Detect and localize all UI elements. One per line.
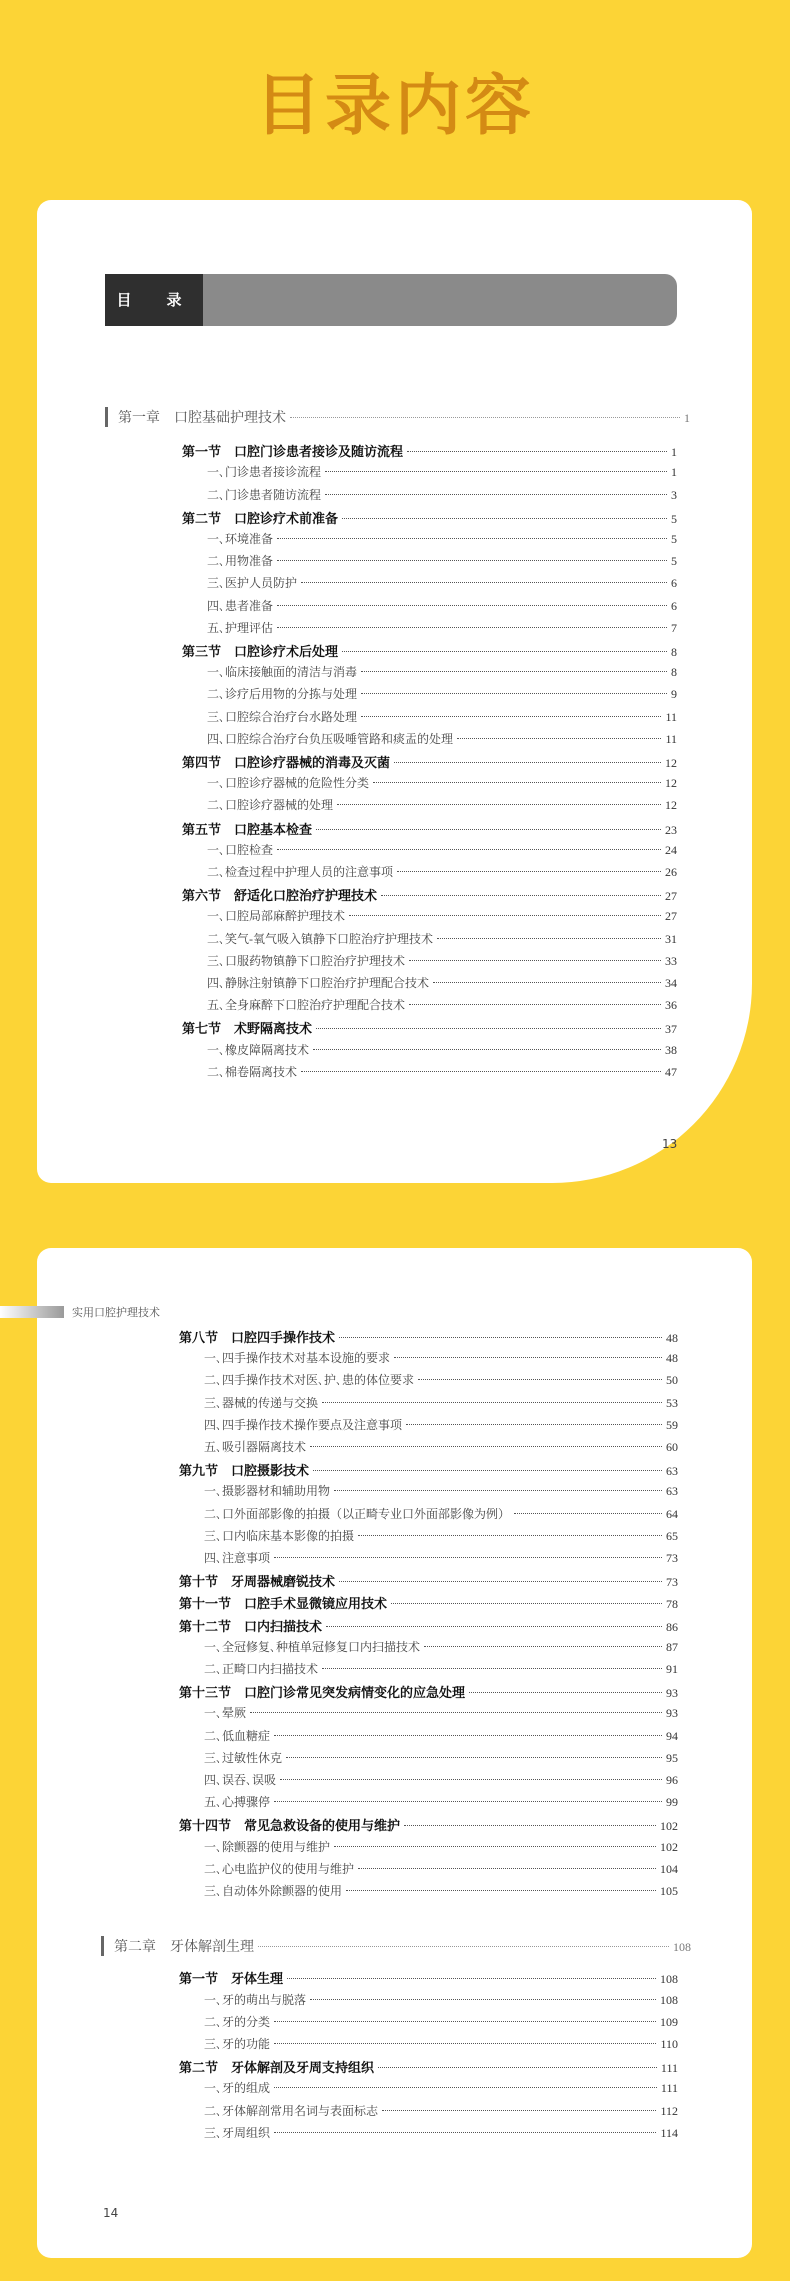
toc-entry-page: 48 bbox=[666, 1351, 678, 1366]
dot-leader bbox=[277, 538, 667, 539]
dot-leader bbox=[286, 1757, 662, 1758]
toc-entry-title: 一､环境准备 bbox=[207, 532, 274, 546]
toc-label: 目 录 bbox=[105, 274, 203, 326]
dot-leader bbox=[310, 1446, 662, 1447]
toc-entry-title: 第一节 口腔门诊患者接诊及随访流程 bbox=[182, 445, 404, 461]
toc-entry-title: 三､自动体外除颤器的使用 bbox=[204, 1884, 343, 1898]
dot-leader bbox=[280, 1779, 662, 1780]
dot-leader bbox=[301, 1071, 661, 1072]
toc-entry-page: 111 bbox=[660, 2061, 678, 2076]
toc-entry-title: 第七节 术野隔离技术 bbox=[182, 1022, 313, 1038]
toc-entry-title: 四､患者准备 bbox=[207, 598, 274, 613]
toc-section-row bbox=[179, 1682, 678, 1702]
dot-leader bbox=[274, 2087, 657, 2088]
dot-leader bbox=[301, 582, 667, 583]
toc-entry-page: 111 bbox=[660, 2081, 678, 2096]
toc-entry-page: 26 bbox=[665, 865, 677, 879]
toc-item-row bbox=[207, 952, 677, 972]
toc-entry-page: 108 bbox=[673, 1940, 691, 1955]
toc-item-row bbox=[207, 574, 677, 594]
toc-entry-page: 94 bbox=[666, 1728, 678, 1743]
toc-entry-page: 34 bbox=[665, 976, 677, 990]
toc-entry-page: 8 bbox=[671, 645, 677, 659]
toc-section-row bbox=[179, 1460, 678, 1480]
dot-leader bbox=[514, 1513, 662, 1514]
toc-entry-page: 33 bbox=[665, 953, 677, 968]
toc-section-row bbox=[179, 1616, 678, 1636]
toc-item-row bbox=[204, 1549, 678, 1569]
toc-entry-title: 三､口服药物镇静下口腔治疗护理技术 bbox=[207, 953, 406, 968]
toc-entry-page: 114 bbox=[660, 2125, 678, 2140]
toc-entry-page: 59 bbox=[666, 1417, 678, 1432]
toc-item-row bbox=[204, 1991, 678, 2011]
toc-entry-title: 第八节 口腔四手操作技术 bbox=[179, 1331, 336, 1346]
dot-leader bbox=[274, 2132, 656, 2133]
toc-item-row bbox=[207, 530, 677, 550]
toc-entry-page: 9 bbox=[671, 687, 677, 702]
dot-leader bbox=[382, 2110, 656, 2111]
toc-entry-page: 1 bbox=[671, 445, 677, 460]
toc-item-row bbox=[204, 1527, 678, 1547]
toc-entry-page: 63 bbox=[666, 1464, 678, 1479]
toc-entry-page: 23 bbox=[665, 822, 677, 837]
dot-leader bbox=[361, 671, 667, 672]
toc-entry-page: 5 bbox=[671, 532, 677, 546]
toc-entry-title: 五､全身麻醉下口腔治疗护理配合技术 bbox=[207, 998, 406, 1013]
toc-item-row bbox=[204, 2035, 678, 2055]
toc-item-row bbox=[204, 1394, 678, 1414]
toc-entry-page: 48 bbox=[666, 1331, 678, 1345]
toc-section-row bbox=[182, 508, 677, 528]
dot-leader bbox=[325, 494, 667, 495]
toc-item-row bbox=[207, 796, 677, 816]
toc-entry-page: 31 bbox=[665, 931, 677, 946]
toc-entry-title: 三､医护人员防护 bbox=[207, 576, 298, 591]
dot-leader bbox=[394, 762, 661, 763]
dot-leader bbox=[250, 1712, 662, 1713]
dot-leader bbox=[397, 871, 661, 872]
toc-entry-title: 二､口外面部影像的拍摄（以正畸专业口外面部影像为例） bbox=[204, 1506, 511, 1521]
toc-item-row bbox=[204, 1882, 678, 1902]
toc-entry-title: 一､口腔诊疗器械的危险性分类 bbox=[207, 776, 370, 791]
banner-title: 目录内容 bbox=[255, 67, 535, 144]
toc-entry-title: 第十节 牙周器械磨锐技术 bbox=[179, 1575, 336, 1591]
dot-leader bbox=[342, 518, 667, 519]
toc-entry-page: 109 bbox=[660, 2014, 678, 2029]
toc-item-row bbox=[204, 1349, 678, 1369]
toc-entry-title: 二､用物准备 bbox=[207, 554, 274, 569]
dot-leader bbox=[316, 1028, 661, 1029]
toc-entry-page: 95 bbox=[666, 1750, 678, 1765]
toc-entry-page: 93 bbox=[666, 1686, 678, 1701]
toc-entry-page: 3 bbox=[671, 487, 677, 502]
toc-entry-page: 105 bbox=[660, 1884, 678, 1898]
toc-section-row bbox=[179, 1571, 678, 1591]
toc-item-row bbox=[204, 2013, 678, 2033]
toc-entry-title: 二､正畸口内扫描技术 bbox=[204, 1662, 319, 1676]
toc-item-row bbox=[204, 1749, 678, 1769]
toc-entry-title: 三､牙的功能 bbox=[204, 2037, 271, 2051]
toc-entry-title: 二､牙体解剖常用名词与表面标志 bbox=[204, 2103, 379, 2118]
book-page-14 bbox=[37, 1248, 752, 2258]
dot-leader bbox=[418, 1379, 662, 1380]
toc-entry-title: 一､临床接触面的清洁与消毒 bbox=[207, 665, 358, 680]
dot-leader bbox=[406, 1424, 662, 1425]
toc-entry-page: 47 bbox=[665, 1064, 677, 1079]
toc-section-row bbox=[182, 752, 677, 772]
dot-leader bbox=[407, 451, 667, 452]
toc-entry-page: 11 bbox=[665, 709, 677, 724]
dot-leader bbox=[339, 1337, 662, 1338]
toc-item-row bbox=[207, 486, 677, 506]
toc-entry-page: 5 bbox=[671, 511, 677, 526]
toc-entry-page: 108 bbox=[660, 1972, 678, 1987]
toc-item-row bbox=[207, 974, 677, 994]
toc-entry-title: 第三节 口腔诊疗术后处理 bbox=[182, 645, 339, 660]
toc-item-row bbox=[204, 2124, 678, 2144]
dot-leader bbox=[258, 1946, 669, 1947]
toc-chapter-row bbox=[101, 1936, 691, 1956]
toc-entry-title: 四､静脉注射镇静下口腔治疗护理配合技术 bbox=[207, 976, 430, 990]
toc-entry-title: 第九节 口腔摄影技术 bbox=[179, 1464, 310, 1480]
toc-item-row bbox=[204, 1727, 678, 1747]
toc-item-row bbox=[204, 1505, 678, 1525]
toc-entry-title: 一､牙的萌出与脱落 bbox=[204, 1992, 307, 2007]
dot-leader bbox=[313, 1049, 661, 1050]
toc-item-row bbox=[207, 930, 677, 950]
toc-entry-title: 四､四手操作技术操作要点及注意事项 bbox=[204, 1417, 403, 1432]
toc-entry-title: 五､护理评估 bbox=[207, 620, 274, 635]
dot-leader bbox=[358, 1868, 656, 1869]
dot-leader bbox=[313, 1470, 662, 1471]
dot-leader bbox=[277, 849, 661, 850]
toc-item-row bbox=[207, 841, 677, 861]
toc-entry-title: 二､低血糖症 bbox=[204, 1728, 271, 1743]
toc-item-row bbox=[204, 2079, 678, 2099]
toc-item-row bbox=[207, 708, 677, 728]
dot-leader bbox=[287, 1978, 656, 1979]
toc-entry-title: 一､口腔局部麻醉护理技术 bbox=[207, 909, 346, 924]
dot-leader bbox=[339, 1581, 662, 1582]
toc-entry-title: 二､心电监护仪的使用与维护 bbox=[204, 1861, 355, 1876]
toc-entry-page: 11 bbox=[665, 731, 677, 746]
dot-leader bbox=[274, 2021, 656, 2022]
dot-leader bbox=[337, 804, 661, 805]
toc-entry-page: 6 bbox=[671, 576, 677, 591]
toc-item-row bbox=[204, 1638, 678, 1658]
toc-entry-title: 第一章 口腔基础护理技术 bbox=[118, 410, 286, 426]
dot-leader bbox=[342, 651, 667, 652]
toc-header-bar bbox=[105, 274, 677, 326]
toc-entry-title: 三､口内临床基本影像的拍摄 bbox=[204, 1528, 355, 1543]
toc-item-row bbox=[207, 907, 677, 927]
toc-entry-page: 91 bbox=[666, 1662, 678, 1676]
toc-entry-page: 65 bbox=[666, 1528, 678, 1543]
toc-section-row bbox=[179, 1815, 678, 1835]
dot-leader bbox=[433, 982, 661, 983]
toc-entry-title: 二､门诊患者随访流程 bbox=[207, 487, 322, 502]
toc-entry-title: 第二节 口腔诊疗术前准备 bbox=[182, 511, 339, 527]
dot-leader bbox=[277, 560, 667, 561]
toc-item-row bbox=[204, 1416, 678, 1436]
toc-item-row bbox=[204, 1838, 678, 1858]
dot-leader bbox=[394, 1357, 662, 1358]
toc-entry-page: 60 bbox=[666, 1440, 678, 1454]
toc-section-row bbox=[179, 2057, 678, 2077]
toc-entry-title: 一､四手操作技术对基本设施的要求 bbox=[204, 1351, 391, 1366]
running-head-bar bbox=[0, 1306, 64, 1318]
dot-leader bbox=[326, 1626, 662, 1627]
dot-leader bbox=[373, 782, 661, 783]
toc-entry-title: 三､牙周组织 bbox=[204, 2125, 271, 2140]
dot-leader bbox=[349, 915, 661, 916]
dot-leader bbox=[310, 1999, 656, 2000]
page-number: 14 bbox=[103, 2206, 119, 2220]
toc-entry-page: 102 bbox=[660, 1839, 678, 1854]
toc-item-row bbox=[207, 774, 677, 794]
toc-entry-page: 93 bbox=[666, 1706, 678, 1721]
dot-leader bbox=[409, 1004, 661, 1005]
toc-item-row bbox=[204, 2102, 678, 2122]
toc-entry-title: 五､心搏骤停 bbox=[204, 1795, 271, 1810]
toc-entry-title: 二､检查过程中护理人员的注意事项 bbox=[207, 865, 394, 879]
toc-item-row bbox=[207, 663, 677, 683]
toc-item-row bbox=[204, 1371, 678, 1391]
toc-section-row bbox=[182, 1018, 677, 1038]
dot-leader bbox=[381, 895, 661, 896]
toc-entry-page: 12 bbox=[665, 756, 677, 770]
toc-entry-title: 第十四节 常见急救设备的使用与维护 bbox=[179, 1819, 401, 1835]
toc-item-row bbox=[204, 1660, 678, 1680]
toc-section-row bbox=[179, 1593, 678, 1613]
toc-entry-title: 二､牙的分类 bbox=[204, 2014, 271, 2029]
toc-entry-page: 27 bbox=[665, 889, 677, 904]
toc-entry-page: 73 bbox=[666, 1575, 678, 1590]
toc-entry-title: 三､口腔综合治疗台水路处理 bbox=[207, 709, 358, 724]
toc-item-row bbox=[207, 1041, 677, 1061]
toc-entry-page: 102 bbox=[660, 1819, 678, 1834]
toc-entry-page: 8 bbox=[671, 665, 677, 680]
toc-entry-page: 63 bbox=[666, 1484, 678, 1499]
toc-entry-title: 二､四手操作技术对医､护､患的体位要求 bbox=[204, 1373, 415, 1388]
toc-entry-page: 73 bbox=[666, 1551, 678, 1565]
dot-leader bbox=[274, 2043, 656, 2044]
toc-entry-page: 64 bbox=[666, 1506, 678, 1521]
toc-entry-title: 四､误吞､误吸 bbox=[204, 1773, 277, 1787]
toc-entry-title: 二､诊疗后用物的分拣与处理 bbox=[207, 687, 358, 702]
book-page-13 bbox=[37, 200, 752, 1183]
toc-entry-title: 第十三节 口腔门诊常见突发病情变化的应急处理 bbox=[179, 1686, 466, 1702]
toc-entry-page: 7 bbox=[671, 620, 677, 635]
toc-entry-title: 第五节 口腔基本检查 bbox=[182, 822, 313, 838]
dot-leader bbox=[457, 738, 661, 739]
dot-leader bbox=[274, 1801, 662, 1802]
dot-leader bbox=[325, 471, 667, 472]
toc-section-row bbox=[182, 441, 677, 461]
toc-item-row bbox=[207, 863, 677, 883]
toc-entry-page: 12 bbox=[665, 776, 677, 791]
toc-item-row bbox=[204, 1860, 678, 1880]
toc-item-row bbox=[204, 1438, 678, 1458]
dot-leader bbox=[358, 1535, 662, 1536]
page-number: 13 bbox=[662, 1137, 678, 1151]
toc-entry-page: 110 bbox=[660, 2037, 678, 2051]
toc-entry-page: 112 bbox=[660, 2103, 678, 2118]
dot-leader bbox=[334, 1490, 662, 1491]
toc-item-row bbox=[207, 996, 677, 1016]
dot-leader bbox=[334, 1846, 656, 1847]
toc-entry-title: 三､过敏性休克 bbox=[204, 1750, 283, 1765]
dot-leader bbox=[346, 1890, 656, 1891]
dot-leader bbox=[277, 627, 667, 628]
toc-entry-page: 1 bbox=[671, 465, 677, 480]
toc-section-row bbox=[179, 1327, 678, 1347]
toc-entry-title: 第一节 牙体生理 bbox=[179, 1972, 284, 1988]
toc-entry-page: 24 bbox=[665, 842, 677, 857]
toc-entry-title: 二､笑气-氧气吸入镇静下口腔治疗护理技术 bbox=[207, 931, 433, 946]
dot-leader bbox=[378, 2067, 657, 2068]
toc-entry-title: 二､棉卷隔离技术 bbox=[207, 1064, 298, 1079]
toc-entry-page: 36 bbox=[665, 998, 677, 1013]
toc-entry-title: 四､注意事项 bbox=[204, 1551, 271, 1565]
toc-entry-title: 一､橡皮障隔离技术 bbox=[207, 1042, 310, 1057]
running-head-text: 实用口腔护理技术 bbox=[72, 1306, 160, 1319]
toc-entry-title: 一､牙的组成 bbox=[204, 2081, 271, 2096]
dot-leader bbox=[290, 417, 680, 418]
toc-chapter-row bbox=[105, 407, 690, 427]
toc-entry-title: 一､全冠修复､种植单冠修复口内扫描技术 bbox=[204, 1639, 421, 1654]
toc-item-row bbox=[207, 1063, 677, 1083]
toc-entry-title: 第二章 牙体解剖生理 bbox=[114, 1939, 254, 1956]
toc-entry-title: 一､门诊患者接诊流程 bbox=[207, 465, 322, 480]
dot-leader bbox=[437, 938, 661, 939]
toc-entry-page: 87 bbox=[666, 1639, 678, 1654]
toc-item-row bbox=[207, 730, 677, 750]
dot-leader bbox=[404, 1825, 656, 1826]
toc-entry-title: 第六节 舒适化口腔治疗护理技术 bbox=[182, 889, 378, 905]
toc-entry-page: 96 bbox=[666, 1773, 678, 1787]
toc-entry-page: 5 bbox=[671, 554, 677, 569]
dot-leader bbox=[469, 1692, 662, 1693]
toc-entry-page: 50 bbox=[666, 1373, 678, 1388]
toc-item-row bbox=[204, 1793, 678, 1813]
toc-entry-title: 一､摄影器材和辅助用物 bbox=[204, 1484, 331, 1499]
toc-entry-title: 五､吸引器隔离技术 bbox=[204, 1440, 307, 1454]
toc-entry-page: 104 bbox=[660, 1861, 678, 1876]
dot-leader bbox=[274, 1735, 662, 1736]
toc-entry-page: 12 bbox=[665, 798, 677, 813]
toc-item-row bbox=[207, 597, 677, 617]
dot-leader bbox=[361, 693, 667, 694]
dot-leader bbox=[361, 716, 661, 717]
dot-leader bbox=[322, 1668, 662, 1669]
toc-entry-title: 三､器械的传递与交换 bbox=[204, 1395, 319, 1410]
toc-entry-title: 第四节 口腔诊疗器械的消毒及灭菌 bbox=[182, 756, 391, 771]
toc-entry-page: 37 bbox=[665, 1022, 677, 1037]
toc-entry-page: 6 bbox=[671, 598, 677, 613]
dot-leader bbox=[274, 1557, 662, 1558]
toc-item-row bbox=[204, 1704, 678, 1724]
toc-entry-page: 108 bbox=[660, 1992, 678, 2007]
toc-item-row bbox=[207, 685, 677, 705]
toc-entry-title: 第二节 牙体解剖及牙周支持组织 bbox=[179, 2061, 375, 2077]
dot-leader bbox=[391, 1603, 662, 1604]
toc-section-row bbox=[182, 641, 677, 661]
toc-entry-page: 53 bbox=[666, 1395, 678, 1410]
toc-section-row bbox=[182, 819, 677, 839]
toc-entry-page: 99 bbox=[666, 1795, 678, 1810]
toc-item-row bbox=[204, 1482, 678, 1502]
running-head bbox=[0, 1304, 160, 1320]
dot-leader bbox=[277, 605, 667, 606]
toc-entry-title: 第十一节 口腔手术显微镜应用技术 bbox=[179, 1597, 388, 1613]
toc-section-row bbox=[179, 1968, 678, 1988]
toc-item-row bbox=[207, 619, 677, 639]
toc-entry-page: 38 bbox=[665, 1042, 677, 1057]
toc-entry-title: 一､除颤器的使用与维护 bbox=[204, 1839, 331, 1854]
dot-leader bbox=[316, 829, 661, 830]
dot-leader bbox=[322, 1402, 662, 1403]
toc-entry-title: 第十二节 口内扫描技术 bbox=[179, 1619, 323, 1635]
toc-item-row bbox=[207, 463, 677, 483]
toc-entry-page: 86 bbox=[666, 1619, 678, 1634]
toc-item-row bbox=[204, 1771, 678, 1791]
toc-item-row bbox=[207, 552, 677, 572]
toc-section-row bbox=[182, 885, 677, 905]
toc-entry-page: 1 bbox=[684, 411, 690, 425]
toc-entry-title: 一､口腔检查 bbox=[207, 842, 274, 857]
toc-entry-page: 27 bbox=[665, 909, 677, 924]
toc-entry-title: 二､口腔诊疗器械的处理 bbox=[207, 798, 334, 813]
toc-entry-title: 四､口腔综合治疗台负压吸唾管路和痰盂的处理 bbox=[207, 731, 454, 746]
toc-entry-title: 一､晕厥 bbox=[204, 1706, 247, 1721]
dot-leader bbox=[424, 1646, 662, 1647]
toc-entry-page: 78 bbox=[666, 1597, 678, 1612]
dot-leader bbox=[409, 960, 661, 961]
